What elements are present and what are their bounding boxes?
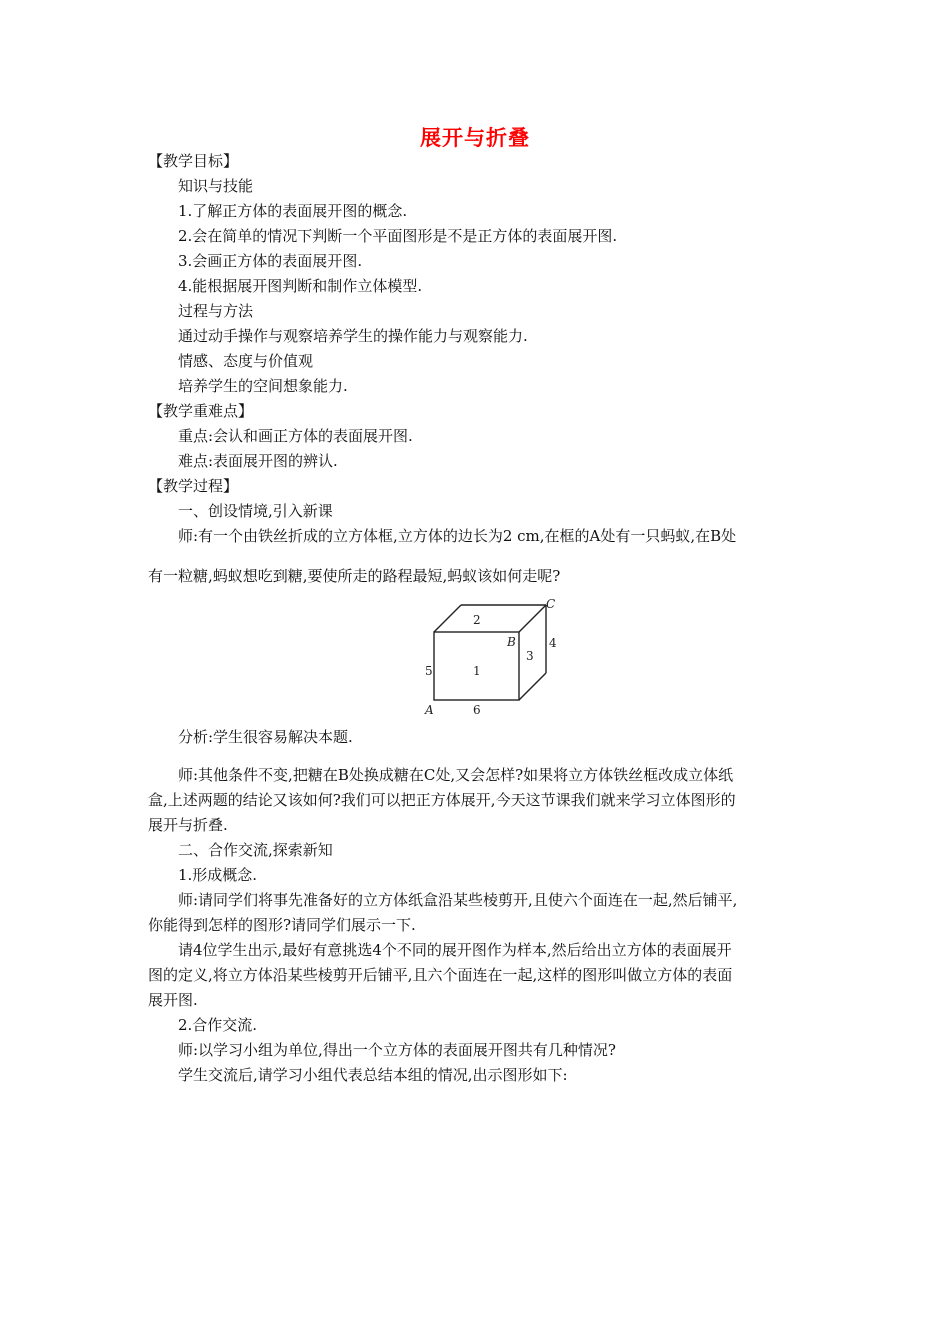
cube-diagram [415,594,575,718]
paragraph-b: 图的定义,将立方体沿某些棱剪开后铺平,且六个面连在一起,这样的图形叫做立方体的表面 [148,966,733,984]
vertex-b-label: B [507,635,516,649]
goals-heading: 【教学目标】 [148,152,239,170]
key-point: 重点:会认和画正方体的表面展开图. [178,427,413,445]
face-6-label: 6 [473,703,481,717]
teacher-question-2a: 师:其他条件不变,把糖在B处换成糖在C处,又会怎样?如果将立方体铁丝框改成立体纸 [178,766,734,784]
goal-2: 2.会在简单的情况下判断一个平面图形是不是正方体的表面展开图. [178,227,618,245]
teacher-question-2b: 盒,上述两题的结论又该如何?我们可以把正方体展开,今天这节课我们就来学习立体图形的 [148,791,736,809]
process-main-heading: 【教学过程】 [148,477,239,495]
page-title: 展开与折叠 [420,125,530,150]
goal-3: 3.会画正方体的表面展开图. [178,252,363,270]
face-4-label: 4 [549,636,557,650]
teacher-question-3a: 师:请同学们将事先准备好的立方体纸盒沿某些棱剪开,且使六个面连在一起,然后铺平, [178,891,738,909]
teacher-question-1b: 有一粒糖,蚂蚁想吃到糖,要使所走的路程最短,蚂蚁该如何走呢? [148,567,561,585]
face-3-label: 3 [526,649,534,663]
vertex-c-label: C [546,597,556,611]
teacher-question-1a: 师:有一个由铁丝折成的立方体框,立方体的边长为2 cm,在框的A处有一只蚂蚁,在B处 [178,527,737,545]
teacher-question-2c: 展开与折叠. [148,816,228,834]
concept-heading: 1.形成概念. [178,866,258,884]
analysis: 分析:学生很容易解决本题. [178,728,353,746]
teacher-question-3b: 你能得到怎样的图形?请同学们展示一下. [148,916,416,934]
teacher-question-4: 师:以学习小组为单位,得出一个立方体的表面展开图共有几种情况? [178,1041,616,1059]
paragraph-c: 展开图. [148,991,198,1009]
emotion-heading: 情感、态度与价值观 [178,352,314,370]
process-heading: 过程与方法 [178,302,254,320]
student-line: 学生交流后,请学习小组代表总结本组的情况,出示图形如下: [178,1066,568,1084]
difficult-point: 难点:表面展开图的辨认. [178,452,338,470]
key-heading: 【教学重难点】 [148,402,254,420]
paragraph-a: 请4位学生出示,最好有意挑选4个不同的展开图作为样本,然后给出立方体的表面展开 [178,941,732,959]
goal-4: 4.能根据展开图判断和制作立体模型. [178,277,423,295]
knowledge-heading: 知识与技能 [178,177,254,195]
cooperate-heading: 2.合作交流. [178,1016,258,1034]
face-2-label: 2 [473,613,481,627]
face-5-label: 5 [425,664,433,678]
vertex-a-label: A [425,703,434,717]
process-text: 通过动手操作与观察培养学生的操作能力与观察能力. [178,327,528,345]
goal-1: 1.了解正方体的表面展开图的概念. [178,202,408,220]
face-1-label: 1 [473,664,481,678]
part1-heading: 一、创设情境,引入新课 [178,502,333,520]
emotion-text: 培养学生的空间想象能力. [178,377,348,395]
part2-heading: 二、合作交流,探索新知 [178,841,333,859]
